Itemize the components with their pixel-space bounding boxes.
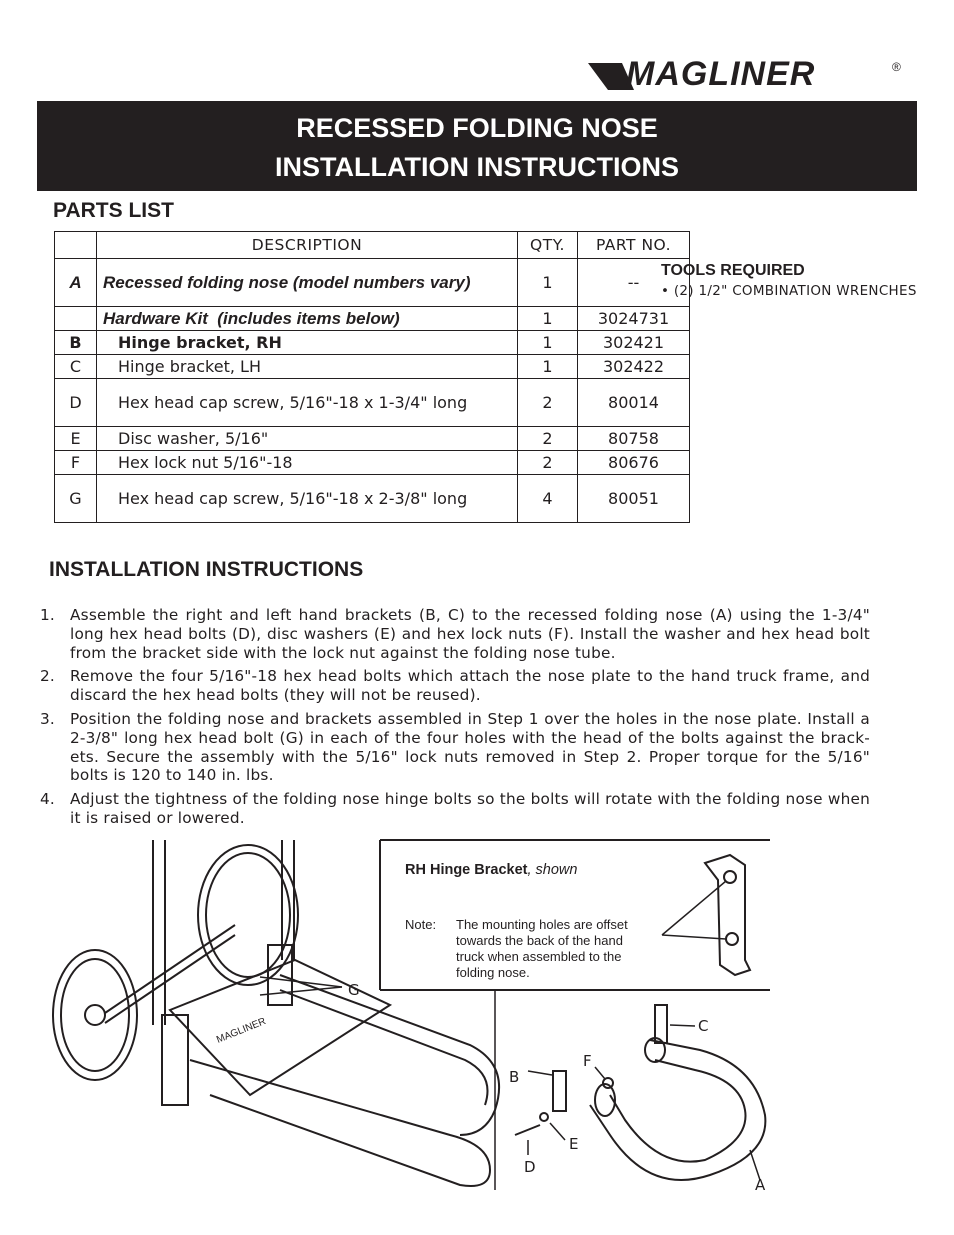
table-header-row — [55, 232, 690, 259]
label-d: D — [524, 1158, 536, 1176]
label-f: F — [583, 1052, 592, 1070]
instruction-step — [40, 790, 870, 828]
label-e: E — [569, 1135, 579, 1153]
table-row — [55, 355, 690, 379]
label-a: A — [755, 1176, 766, 1194]
row-part-no: 80676 — [578, 451, 690, 475]
callout-title: RH Hinge Bracket, shown — [405, 862, 578, 878]
table-row — [55, 307, 690, 331]
plate-brand-text: MAGLINER — [215, 1016, 268, 1046]
instruction-steps — [40, 606, 870, 833]
table-row — [55, 259, 690, 307]
row-part-no: 80014 — [578, 379, 690, 427]
parts-list-heading: PARTS LIST — [53, 199, 174, 222]
label-b: B — [509, 1068, 520, 1086]
row-description: Hinge bracket, LH — [97, 355, 518, 379]
note-line: folding nose. — [456, 965, 530, 980]
label-g: G — [348, 981, 360, 999]
row-description: Hinge bracket, RH — [97, 331, 518, 355]
step-text: Position the folding nose and brackets assembled in Step 1 over the holes in the nose plate. Install a 2-3/8" long hex head bolt (G) in each of the four holes with the head of the bolts against the brack-ets. Secure the assembly with the 5/16" lock nuts removed in Step 2. Proper torque for the 5/16" bolts is 120 to 140 in. lbs. — [70, 709, 870, 785]
assembly-illustration — [50, 835, 775, 1195]
row-qty: 4 — [518, 475, 578, 523]
header-qty: QTY. — [518, 232, 578, 259]
registered-mark: ® — [892, 60, 901, 74]
step-text: Adjust the tightness of the folding nose hinge bolts so the bolts will rotate with the folding nose when it is raised or lowered. — [70, 790, 870, 827]
parts-table — [54, 231, 690, 523]
table-row — [55, 379, 690, 427]
title-line-2: INSTALLATION INSTRUCTIONS — [275, 152, 679, 182]
row-letter: A — [55, 259, 97, 307]
row-letter: B — [55, 331, 97, 355]
header-description: DESCRIPTION — [97, 232, 518, 259]
row-part-no: 3024731 — [578, 307, 690, 331]
installation-heading: INSTALLATION INSTRUCTIONS — [49, 558, 364, 581]
row-part-no: 302422 — [578, 355, 690, 379]
row-part-no: -- — [578, 259, 690, 307]
label-c: C — [698, 1017, 709, 1035]
step-text: Assemble the right and left hand brackets (B, C) to the recessed folding nose (A) using the 1-3/4" long hex head bolts (D), disc washers (E) and hex lock nuts (F). Install the washer and hex head bolt from the bracket side with the lock nut against the folding nose tube. — [70, 606, 870, 662]
instruction-step — [40, 710, 870, 785]
row-description: Hex head cap screw, 5/16"-18 x 1-3/4" long — [97, 379, 518, 427]
step-text: Remove the four 5/16"-18 hex head bolts which attach the nose plate to the hand truck frame, and discard the hex head bolts (they will not be reused). — [70, 667, 870, 705]
step-number: 2. — [40, 667, 55, 686]
row-description: Hardware Kit (includes items below) — [97, 307, 518, 331]
row-letter: E — [55, 427, 97, 451]
note-label: Note: — [405, 917, 437, 932]
step-number: 1. — [40, 606, 55, 624]
step-number: 3. — [40, 709, 55, 728]
row-qty: 2 — [518, 427, 578, 451]
table-row — [55, 331, 690, 355]
title-banner — [37, 101, 917, 191]
instruction-step — [40, 667, 870, 705]
row-part-no: 80758 — [578, 427, 690, 451]
row-part-no: 302421 — [578, 331, 690, 355]
note-line: The mounting holes are offset — [456, 917, 628, 932]
row-qty: 1 — [518, 307, 578, 331]
header-letter — [55, 232, 97, 259]
note-line: truck when assembled to the — [456, 949, 622, 964]
row-letter: D — [55, 379, 97, 427]
row-qty: 1 — [518, 355, 578, 379]
row-qty: 2 — [518, 451, 578, 475]
step-number: 4. — [40, 790, 55, 809]
row-description: Hex head cap screw, 5/16"-18 x 2-3/8" long — [97, 475, 518, 523]
row-qty: 2 — [518, 379, 578, 427]
row-description: Recessed folding nose (model numbers vary) — [97, 259, 518, 307]
row-letter: F — [55, 451, 97, 475]
tools-required-title: TOOLS REQUIRED — [661, 262, 805, 279]
row-qty: 1 — [518, 259, 578, 307]
row-description: Disc washer, 5/16" — [97, 427, 518, 451]
row-qty: 1 — [518, 331, 578, 355]
note-line: towards the back of the hand — [456, 933, 623, 948]
header-part-no: PART NO. — [578, 232, 690, 259]
instruction-step — [40, 606, 870, 662]
table-row — [55, 427, 690, 451]
tools-required-item: • (2) 1/2" COMBINATION WRENCHES — [661, 283, 917, 299]
row-part-no: 80051 — [578, 475, 690, 523]
table-row — [55, 475, 690, 523]
row-letter: G — [55, 475, 97, 523]
table-row — [55, 451, 690, 475]
row-letter — [55, 307, 97, 331]
row-description: Hex lock nut 5/16"-18 — [97, 451, 518, 475]
row-letter: C — [55, 355, 97, 379]
title-line-1: RECESSED FOLDING NOSE — [296, 113, 658, 143]
brand-name: MAGLINER — [626, 55, 816, 93]
